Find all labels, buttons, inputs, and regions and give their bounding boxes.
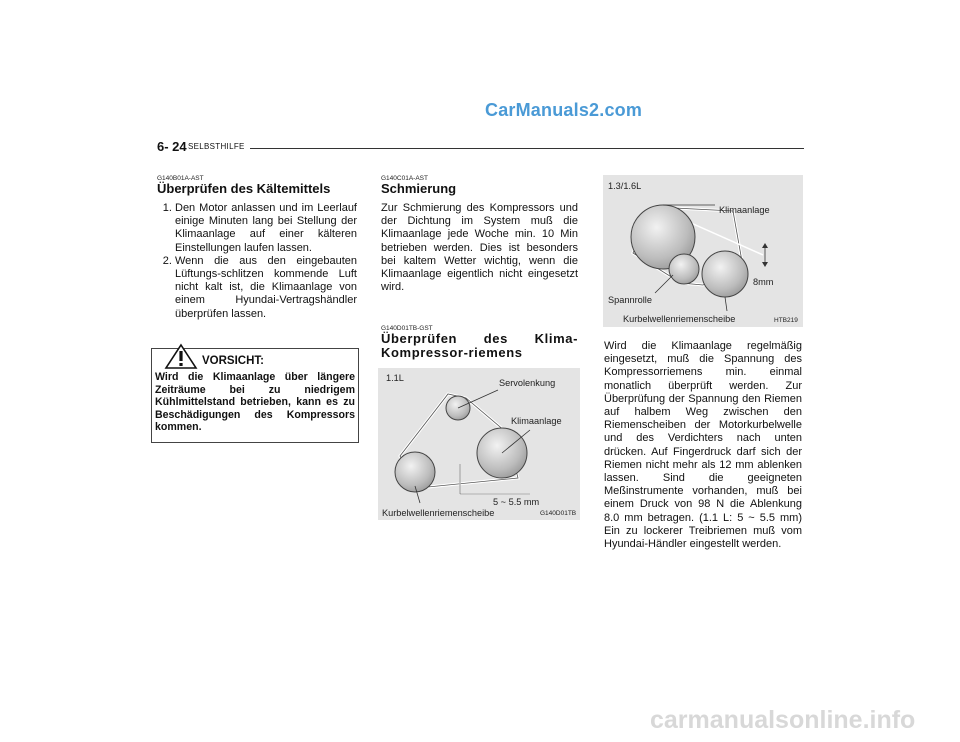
servolenkung-label: Servolenkung — [499, 378, 556, 388]
page-number: 6- 24 — [157, 139, 187, 154]
section-heading: Schmierung — [381, 181, 457, 196]
warning-icon — [164, 343, 198, 369]
figure-code: G140D01TB — [540, 510, 577, 517]
belt-section-header — [381, 325, 578, 360]
crank-label: Kurbelwellenriemenscheibe — [623, 314, 736, 324]
warning-box — [151, 348, 359, 443]
paragraph: Zur Schmierung des Kompressors und der Dichtung im System muß die Klimaanlage jede Woche min. 10 Min betrieben werden. Dies ist besonders bei kaltem Wetter wichtig, wenn die Klimaanlage eigentlich nicht eingesetzt wird. — [381, 202, 578, 294]
figure-belt-1-1l — [378, 368, 580, 520]
belt-check-paragraph: Wird die Klimaanlage regelmäßig eingesetzt, muß die Spannung des Kompressorriemens min. einmal monatlich überprüft werden. Zur Überprüfung der Spannung den Riemen auf halbem Weg zwischen den Riemenscheiben der Motorkurbelwelle und des Verdichters nach unten drücken. Auf Fingerdruck darf sich der Riemen nicht mehr als 12 mm ablenken lassen. Sind die geeigneten Meßinstrumente vorhanden, muß bei einem Druck von 98 N die Ablenkung 8.0 mm betragen. (1.1 L: 5 ~ 5.5 mm) Ein zu lockerer Treibriemen muß vom Hyundai-Händler eingestellt werden. — [604, 340, 802, 551]
gap-label: 5 ~ 5.5 mm — [493, 497, 540, 507]
engine-label: 1.3/1.6L — [608, 181, 642, 191]
list-item: 1. Den Motor anlassen und im Leerlauf einige Minuten lang bei Stellung der Klimaanlage auf einer kälteren Einstellungen laufen lassen. — [175, 202, 357, 255]
list-item: 2. Wenn die aus den eingebauten Lüftungs-schlitzen kommende Luft nicht kalt ist, die Klimaanlage von einem Hyundai-Vertragshändler überprüfen lassen. — [175, 255, 357, 321]
section-code: G140D01TB-GST — [381, 325, 433, 332]
klimaanlage-label: Klimaanlage — [511, 416, 562, 426]
section-title: SELBSTHILFE — [188, 142, 245, 151]
section-code: G140B01A-AST — [157, 175, 204, 182]
instruction-list — [157, 202, 357, 321]
figure-belt-1-3l — [603, 175, 803, 327]
warning-text: Wird die Klimaanlage über längere Zeiträume bei zu niedrigem Kühlmittelstand betrieben, kann es zu Beschädigungen des Kompressors kommen. — [155, 371, 355, 434]
engine-label: 1.1L — [386, 373, 404, 383]
section-heading: Überprüfen des Klima-Kompressor-riemens — [381, 331, 578, 360]
warning-title: VORSICHT: — [202, 355, 264, 367]
gap-label: 8mm — [753, 277, 774, 287]
crank-label: Kurbelwellenriemenscheibe — [382, 508, 495, 518]
header-rule — [250, 148, 804, 149]
section-heading: Überprüfen des Kältemittels — [157, 181, 331, 196]
spannrolle-label: Spannrolle — [608, 295, 652, 305]
watermark-bottom: carmanualsonline.info — [650, 706, 916, 734]
klimaanlage-label: Klimaanlage — [719, 205, 770, 215]
watermark-top[interactable]: CarManuals2.com — [485, 100, 643, 120]
column-1 — [157, 175, 357, 321]
column-2 — [381, 175, 578, 294]
figure-code: HTB219 — [774, 317, 798, 324]
belt-diagram — [378, 368, 580, 520]
section-code: G140C01A-AST — [381, 175, 428, 182]
